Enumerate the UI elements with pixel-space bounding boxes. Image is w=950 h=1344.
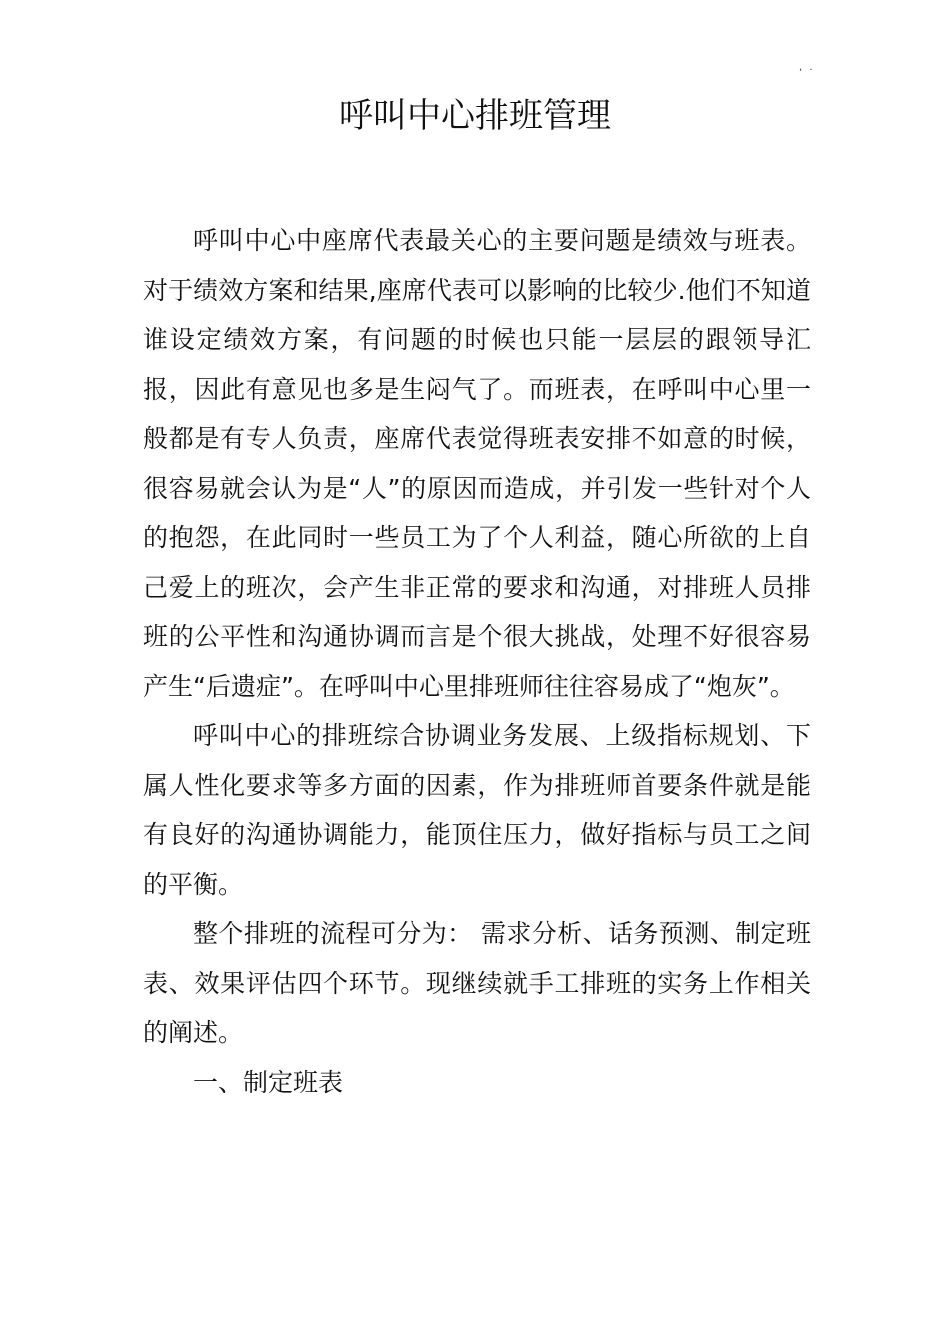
document-title: 呼叫中心排班管理 [339, 96, 611, 136]
section-heading-make-schedule: 一、制定班表 [193, 1067, 344, 1097]
paragraph-process-overview: 整个排班的流程可分为： 需求分析、话务预测、制定班表、效果评估四个环节。现继续就手工排班的实务上作相关的阐述。 [143, 919, 811, 1047]
document-body [143, 216, 811, 1107]
paragraph-scheduler-role: 呼叫中心的排班综合协调业务发展、上级指标规划、下属人性化要求等多方面的因素，作为排班师首要条件就是能有良好的沟通协调能力，能顶住压力，做好指标与员工之间的平衡。 [143, 721, 811, 899]
page-corner-mark: , . [799, 62, 815, 73]
paragraph-intro: 呼叫中心中座席代表最关心的主要问题是绩效与班表。对于绩效方案和结果,座席代表可以影响的比较少.他们不知道谁设定绩效方案，有问题的时候也只能一层层的跟领导汇报，因此有意见也多是生闷气了。而班表，在呼叫中心里一般都是有专人负责，座席代表觉得班表安排不如意的时候，很容易就会认为是“人”的原因而造成，并引发一些针对个人的抱怨，在此同时一些员工为了个人利益，随心所欲的上自己爱上的班次，会产生非正常的要求和沟通，对排班人员排班的公平性和沟通协调而言是个很大挑战，处理不好很容易产生“后遗症”。在呼叫中心里排班师往往容易成了“炮灰”。 [143, 226, 811, 701]
